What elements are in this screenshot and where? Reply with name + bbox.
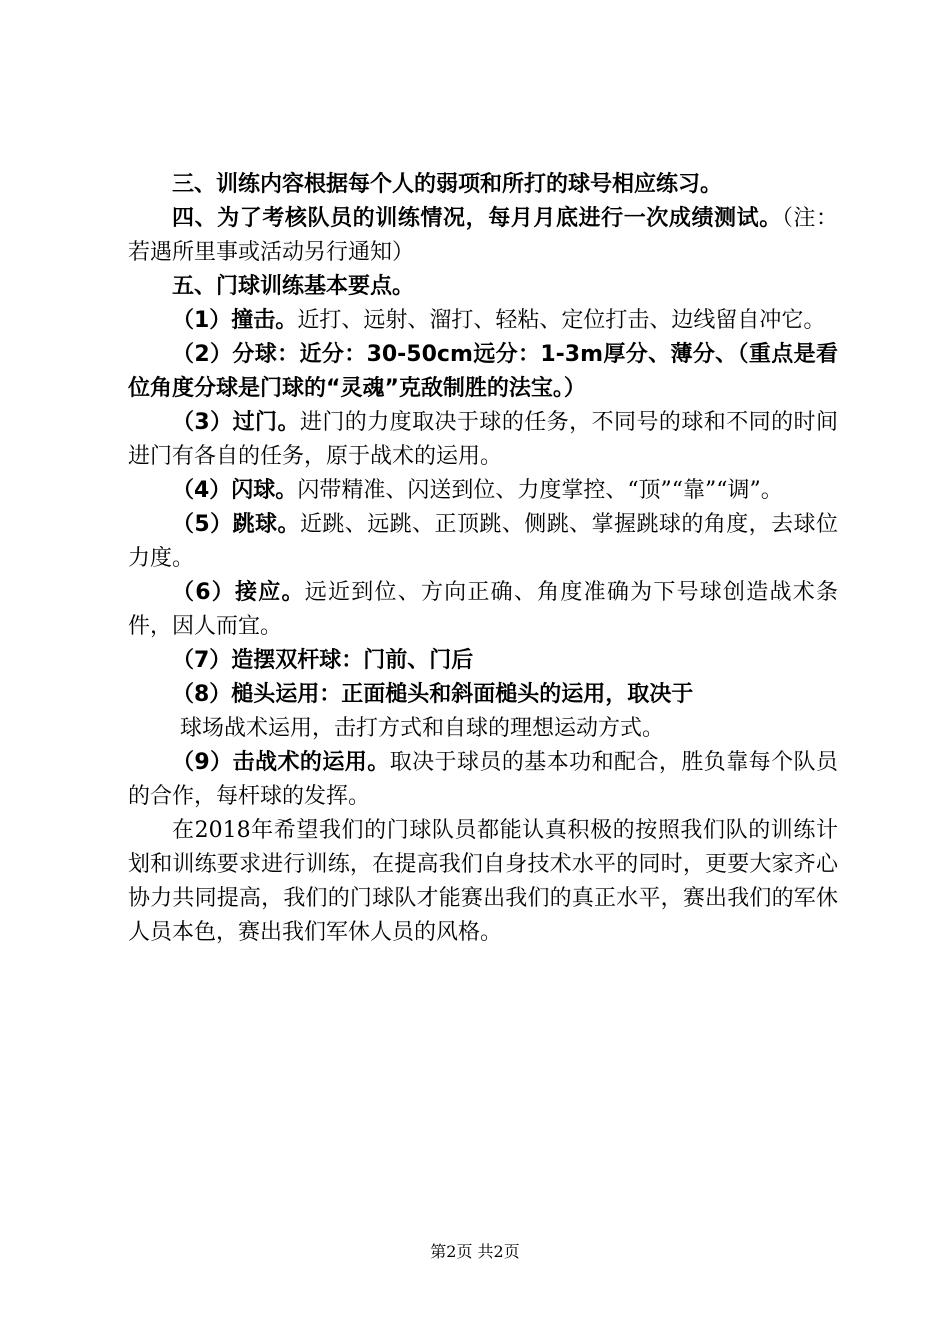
page-footer: 第2页 共2页	[430, 1242, 520, 1261]
item-5-paragraph	[128, 508, 838, 576]
item-7-paragraph: （7）造摆双杆球：门前、门后	[172, 648, 474, 673]
item-4-head: （4）闪球。	[172, 478, 298, 503]
item-1-body: 近打、远射、溜打、轻粘、定位打击、边线留自冲它。	[297, 308, 826, 333]
item-5-head: （5）跳球。	[172, 512, 300, 537]
item-1-paragraph	[128, 304, 838, 338]
item-3-head: （3）过门。	[172, 410, 300, 435]
item-4-body: 闪带精准、闪送到位、力度掌控、“顶”“靠”“调”。	[297, 478, 783, 503]
section-4-text: 四、为了考核队员的训练情况，每月月底进行一次成绩测试。	[172, 206, 782, 231]
item-6-body: 远近到位、方向正确、角度准确为下号球创造战术条件，因人而宜。	[128, 580, 838, 639]
item-3-body: 进门的力度取决于球的任务，不同号的球和不同的时间进门有各自的任务，原于战术的运用。	[128, 410, 838, 469]
section-5-heading: 五、门球训练基本要点。	[172, 274, 415, 299]
item-6-head: （6）接应。	[172, 580, 305, 605]
section-3-paragraph: 三、训练内容根据每个人的弱项和所打的球号相应练习。	[172, 172, 723, 197]
document-body	[128, 168, 838, 950]
closing-paragraph: 在2018年希望我们的门球队员都能认真积极的按照我们队的训练计划和训练要求进行训练，在提高我们自身技术水平的同时，更要大家齐心协力共同提高，我们的门球队才能赛出我们的真正水平，赛出我们的军休人员本色，赛出我们军休人员的风格。	[128, 818, 838, 945]
item-1-head: （1）撞击。	[172, 308, 298, 333]
section-4-note: （注：若遇所里事或活动另行通知）	[128, 206, 838, 265]
item-4-paragraph	[128, 474, 838, 508]
item-9-head: （9）击战术的运用。	[172, 750, 390, 775]
item-2-paragraph: （2）分球：近分：30-50cm远分：1-3m厚分、薄分、（重点是看位角度分球是门球的“灵魂”克敌制胜的法宝。）	[128, 342, 838, 401]
item-3-paragraph	[128, 406, 838, 474]
item-8-head: （8）槌头运用：正面槌头和斜面槌头的运用，取决于	[172, 682, 694, 707]
item-5-body: 近跳、远跳、正顶跳、侧跳、掌握跳球的角度，去球位力度。	[128, 512, 838, 571]
item-8-body: 球场战术运用，击打方式和自球的理想运动方式。	[180, 716, 665, 741]
item-9-body: 取决于球员的基本功和配合，胜负靠每个队员的合作，每杆球的发挥。	[128, 750, 838, 809]
item-6-paragraph	[128, 576, 838, 644]
section-4-paragraph	[128, 202, 838, 270]
item-9-paragraph	[128, 746, 838, 814]
